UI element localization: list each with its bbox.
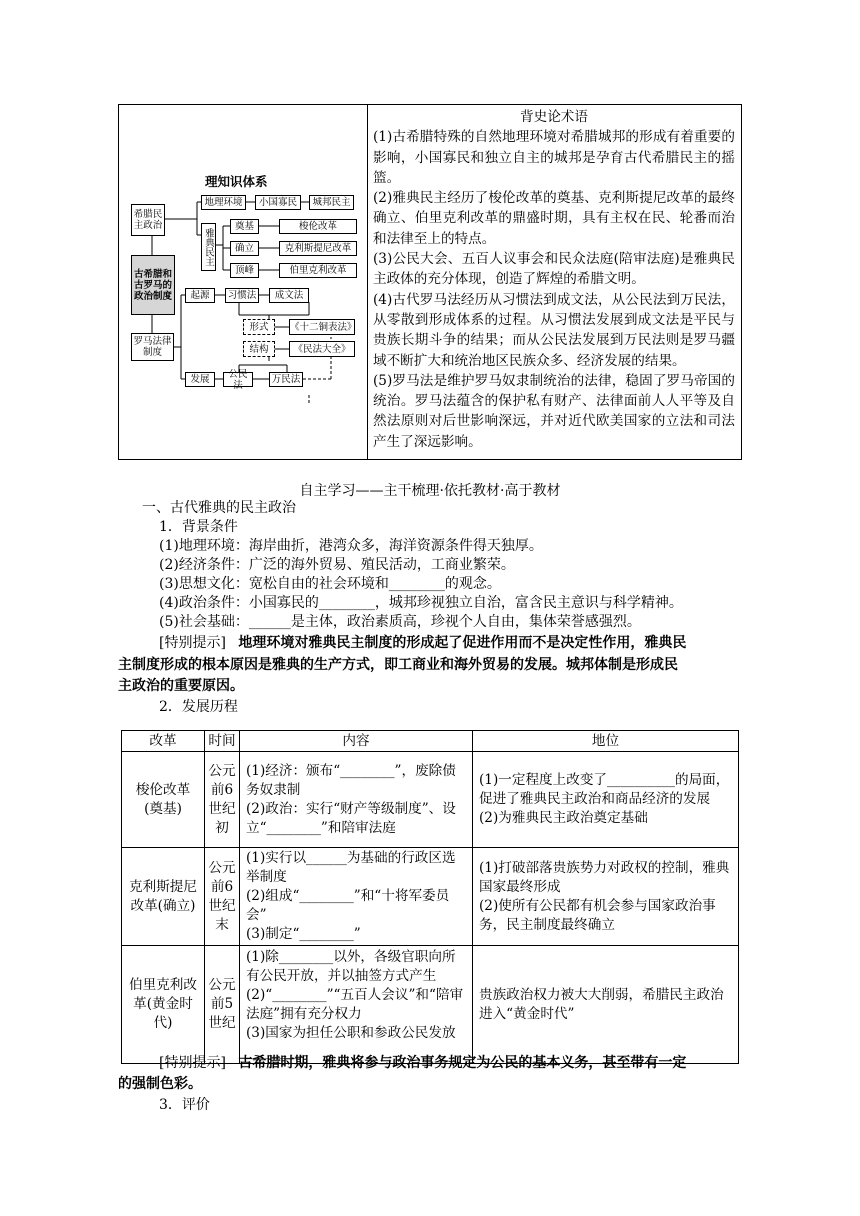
tip2-line1 [159, 1054, 686, 1073]
reform-status: (1)打破部落贵族势力对政权的控制，雅典国家最终形成 (2)使所有公民都有机会参与国家政治事务，民主制度最终确立 [473, 848, 739, 946]
node-form-label: 形式 [249, 321, 269, 333]
summary-table [118, 104, 742, 460]
table-row [122, 752, 739, 848]
tip2-text-1: 古希腊时期，雅典将参与政治事务规定为公民的基本义务，甚至带有一定 [238, 1055, 687, 1071]
subheading-development: 2．发展历程 [159, 699, 238, 715]
node-greek-democracy-label: 希腊民主政治 [133, 209, 163, 231]
node-pericles-label: 伯里克利改革 [289, 265, 347, 276]
reform-status: (1)一定程度上改变了__________的局面，促进了雅典民主政治和商品经济的发展 (2)为雅典民主政治奠定基础 [473, 752, 739, 848]
node-greek-democracy [131, 204, 165, 236]
condition-politics: (4)政治条件：小国寡民的________，城邦珍视独立自治，富含民主意识与科学精神。 [159, 595, 683, 611]
node-pericles [279, 263, 357, 278]
node-customary [225, 288, 259, 303]
node-athens-democracy-label: 雅典民主 [203, 228, 214, 266]
node-solon-label: 梭伦改革 [298, 221, 337, 232]
node-geography [201, 195, 246, 210]
reform-status: 贵族政治权力被大大削弱，希腊民主政治进入“黄金时代” [473, 946, 739, 1064]
node-center-label: 古希腊和古罗马的政治制度 [134, 268, 173, 302]
node-establish-label: 确立 [234, 243, 254, 254]
node-civil-code-label: 《民法大全》 [293, 343, 351, 355]
heading-athens-democracy: 一、古代雅典的民主政治 [142, 500, 296, 516]
tip2-label: [特别提示] [159, 1055, 226, 1071]
subheading-background: 1．背景条件 [159, 519, 238, 535]
header-content: 内容 [240, 731, 473, 752]
node-small-state-label: 小国寡民 [258, 197, 297, 208]
history-term-3: (3)公民大会、五百人议事会和民众法庭(陪审法庭)是雅典民主政体的充分体现，创造了辉煌的希腊文明。 [373, 251, 735, 288]
node-law-of-nations [269, 372, 303, 387]
history-term-2: (2)雅典民主经历了梭伦改革的奠基、克利斯提尼改革的最终确立、伯里克利改革的鼎盛时期，具有主权在民、轮番而治和法律至上的特点。 [373, 190, 735, 247]
node-city-state-label: 城邦民主 [312, 197, 351, 208]
node-civil-code [289, 341, 355, 357]
header-time: 时间 [205, 731, 240, 752]
node-structure-label: 结构 [249, 343, 269, 355]
reform-name: 伯里克利改革(黄金时代) [122, 946, 205, 1064]
table-row [122, 946, 739, 1064]
knowledge-diagram [119, 105, 367, 461]
reform-table [121, 730, 739, 1064]
node-foundation [230, 219, 259, 234]
node-civil-law-label: 公民法 [228, 368, 248, 391]
tip1-label: [特别提示] [159, 635, 226, 651]
node-establish [230, 241, 259, 256]
history-term-5: (5)罗马法是维护罗马奴隶制统治的法律，稳固了罗马帝国的统治。罗马法蕴含的保护私有财产、法律面前人人平等及自然法原则对后世影响深远，并对近代欧美国家的立法和司法产生了深远影响。 [373, 372, 735, 450]
node-written-label: 成文法 [274, 290, 304, 301]
node-solon [279, 219, 357, 234]
node-roman-law [131, 333, 174, 361]
tip1-line1 [159, 634, 686, 653]
node-cleisthenes-label: 克利斯提尼改革 [284, 243, 352, 254]
diagram-title: 理知识体系 [205, 174, 268, 189]
table-row [122, 848, 739, 946]
history-terms-cell [367, 105, 741, 459]
tip1-text-1: 地理环境对雅典民主制度的形成起了促进作用而不是决定性作用，雅典民 [238, 635, 687, 651]
history-term-4: (4)古代罗马法经历从习惯法到成文法，从公民法到万民法，从零散到形成体系的过程。从习惯法发展到成文法是平民与贵族长期斗争的结果；而从公民法发展到万民法则是罗马疆域不断扩大和统治地区民族众多、经济发展的结果。 [373, 291, 735, 369]
history-terms-title: 背史论术语 [520, 109, 588, 125]
tip2-text-2: 的强制色彩。 [118, 1076, 202, 1092]
reform-name: 克利斯提尼改革(确立) [122, 848, 205, 946]
node-development-label: 发展 [190, 374, 210, 385]
node-peak [230, 263, 259, 278]
node-origin [185, 288, 215, 303]
node-roman-law-label: 罗马法律制度 [133, 336, 172, 358]
node-small-state [255, 195, 301, 210]
reform-name: 梭伦改革(奠基) [122, 752, 205, 848]
node-civil-law [223, 368, 253, 391]
condition-culture: (3)思想文化：宽松自由的社会环境和________的观念。 [159, 576, 501, 592]
condition-economy: (2)经济条件：广泛的海外贸易、殖民活动，工商业繁荣。 [159, 557, 515, 573]
node-cleisthenes [279, 241, 357, 256]
node-city-state [309, 195, 354, 210]
reform-time: 公元前6世纪初 [205, 752, 240, 848]
tip1-text-2: 主制度形成的根本原因是雅典的生产方式，即工商业和海外贸易的发展。城邦体制是形成民 [118, 657, 678, 673]
node-twelve-tables [289, 319, 355, 335]
node-twelve-tables-label: 《十二铜表法》 [290, 321, 357, 333]
node-geography-label: 地理环境 [204, 197, 243, 208]
knowledge-diagram-cell [119, 105, 368, 459]
header-status: 地位 [473, 731, 739, 752]
table-header-row [122, 731, 739, 752]
node-peak-label: 顶峰 [234, 265, 254, 276]
node-center [131, 255, 175, 315]
node-form [243, 319, 275, 335]
subheading-evaluation: 3．评价 [159, 1097, 210, 1113]
reform-content: (1)实行以______为基础的行政区选举制度 (2)组成“________”和“十将军委员会” (3)制定“________” [240, 848, 473, 946]
reform-content: (1)经济：颁布“________”，废除债务奴隶制 (2)政治：实行“财产等级制度”、设立“________”和陪审法庭 [240, 752, 473, 848]
reform-time: 公元前5世纪 [205, 946, 240, 1064]
reform-content: (1)除________以外，各级官职向所有公民开放，并以抽签方式产生 (2)“________”“五百人会议”和“陪审法庭”拥有充分权力 (3)国家为担任公职和参政公民发放________ [240, 946, 473, 1064]
condition-society: (5)社会基础：______是主体，政治素质高，珍视个人自由，集体荣誉感强烈。 [159, 614, 641, 630]
node-law-of-nations-label: 万民法 [271, 374, 301, 385]
node-customary-label: 习惯法 [227, 290, 257, 301]
node-development [185, 372, 215, 387]
node-written [269, 288, 309, 303]
node-foundation-label: 奠基 [234, 221, 254, 232]
condition-geography: (1)地理环境：海岸曲折，港湾众多，海洋资源条件得天独厚。 [159, 538, 543, 554]
reform-time: 公元前6世纪末 [205, 848, 240, 946]
node-origin-label: 起源 [190, 290, 210, 301]
tip1-text-3: 主政治的重要原因。 [118, 678, 244, 694]
header-reform: 改革 [122, 731, 205, 752]
history-term-1: (1)古希腊特殊的自然地理环境对希腊城邦的形成有着重要的影响，小国寡民和独立自主的城邦是孕育古代希腊民主的摇篮。 [373, 129, 735, 186]
section-title: 自主学习——主干梳理·依托教材·高于教材 [299, 483, 561, 499]
node-structure [243, 341, 275, 357]
node-athens-democracy [201, 223, 216, 271]
